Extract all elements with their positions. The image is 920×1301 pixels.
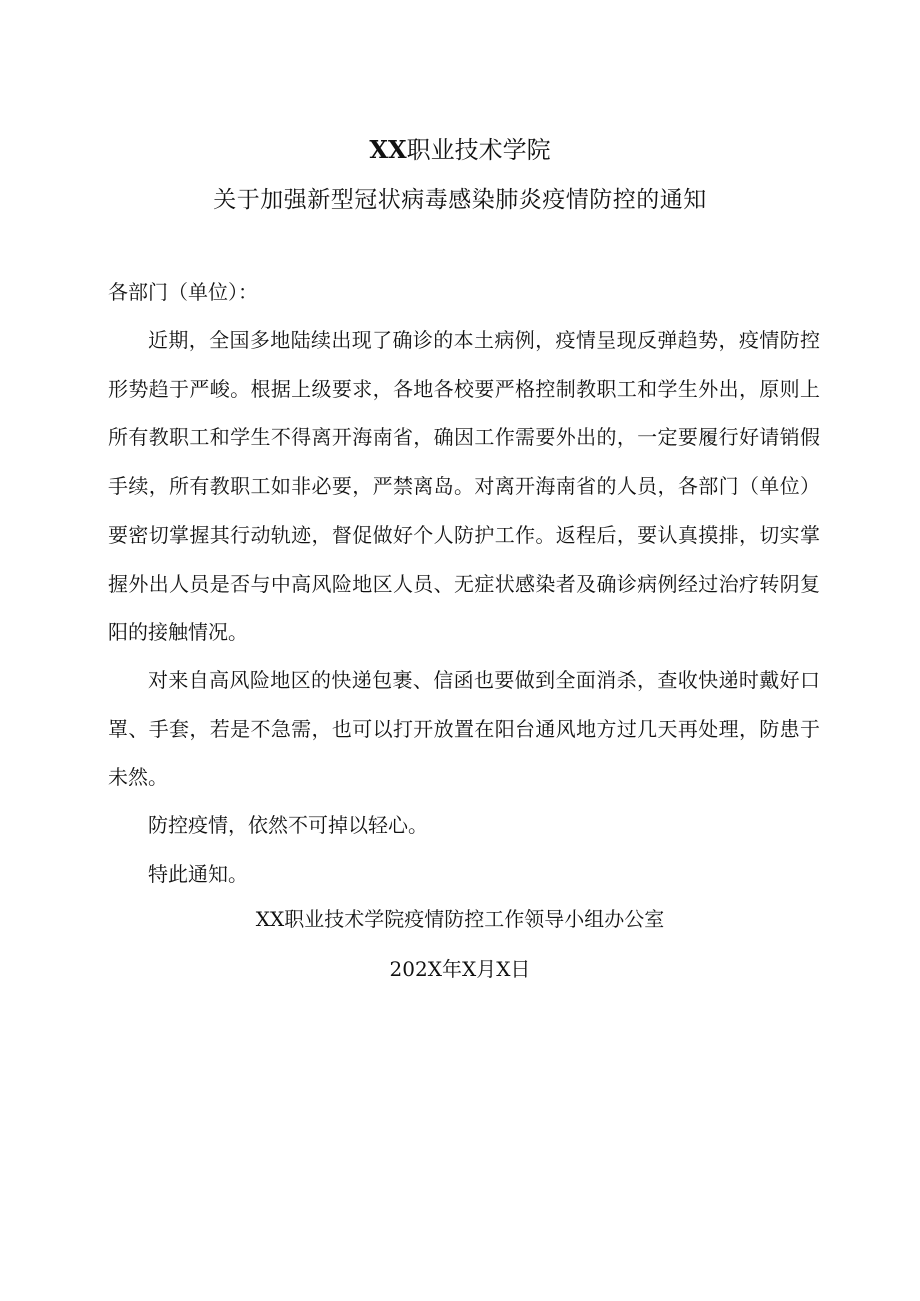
paragraph-3: 防控疫情，依然不可掉以轻心。 xyxy=(148,813,428,837)
document-title-subject: 关于加强新型冠状病毒感染肺炎疫情防控的通知 xyxy=(213,187,707,213)
paragraph-2: 对来自高风险地区的快递包裹、信函也要做到全面消杀，查收快递时戴好口罩、手套，若是不急需，也可以打开放置在阳台通风地方过几天再处理，防患于未然。 xyxy=(108,668,820,790)
issue-date: 202X年X月X日 xyxy=(389,957,531,981)
paragraph-1: 近期，全国多地陆续出现了确诊的本土病例，疫情呈现反弹趋势，疫情防控形势趋于严峻。根据上级要求，各地各校要严格控制教职工和学生外出，原则上所有教职工和学生不得离开海南省，确因工作需要外出的，一定要履行好请销假手续，所有教职工如非必要，严禁离岛。对离开海南省的人员，各部门（单位）要密切掌握其行动轨迹，督促做好个人防护工作。返程后，要认真摸排，切实掌握外出人员是否与中高风险地区人员、无症状感染者及确诊病例经过治疗转阴复阳的接触情况。 xyxy=(108,328,820,645)
paragraph-4: 特此通知。 xyxy=(148,862,248,886)
signature-issuer: XX职业技术学院疫情防控工作领导小组办公室 xyxy=(255,907,665,931)
document-title-organization xyxy=(0,132,920,168)
title-org-name: 职业技术学院 xyxy=(406,136,551,164)
salutation: 各部门（单位）： xyxy=(108,280,258,304)
title-org-prefix: XX xyxy=(369,135,407,164)
